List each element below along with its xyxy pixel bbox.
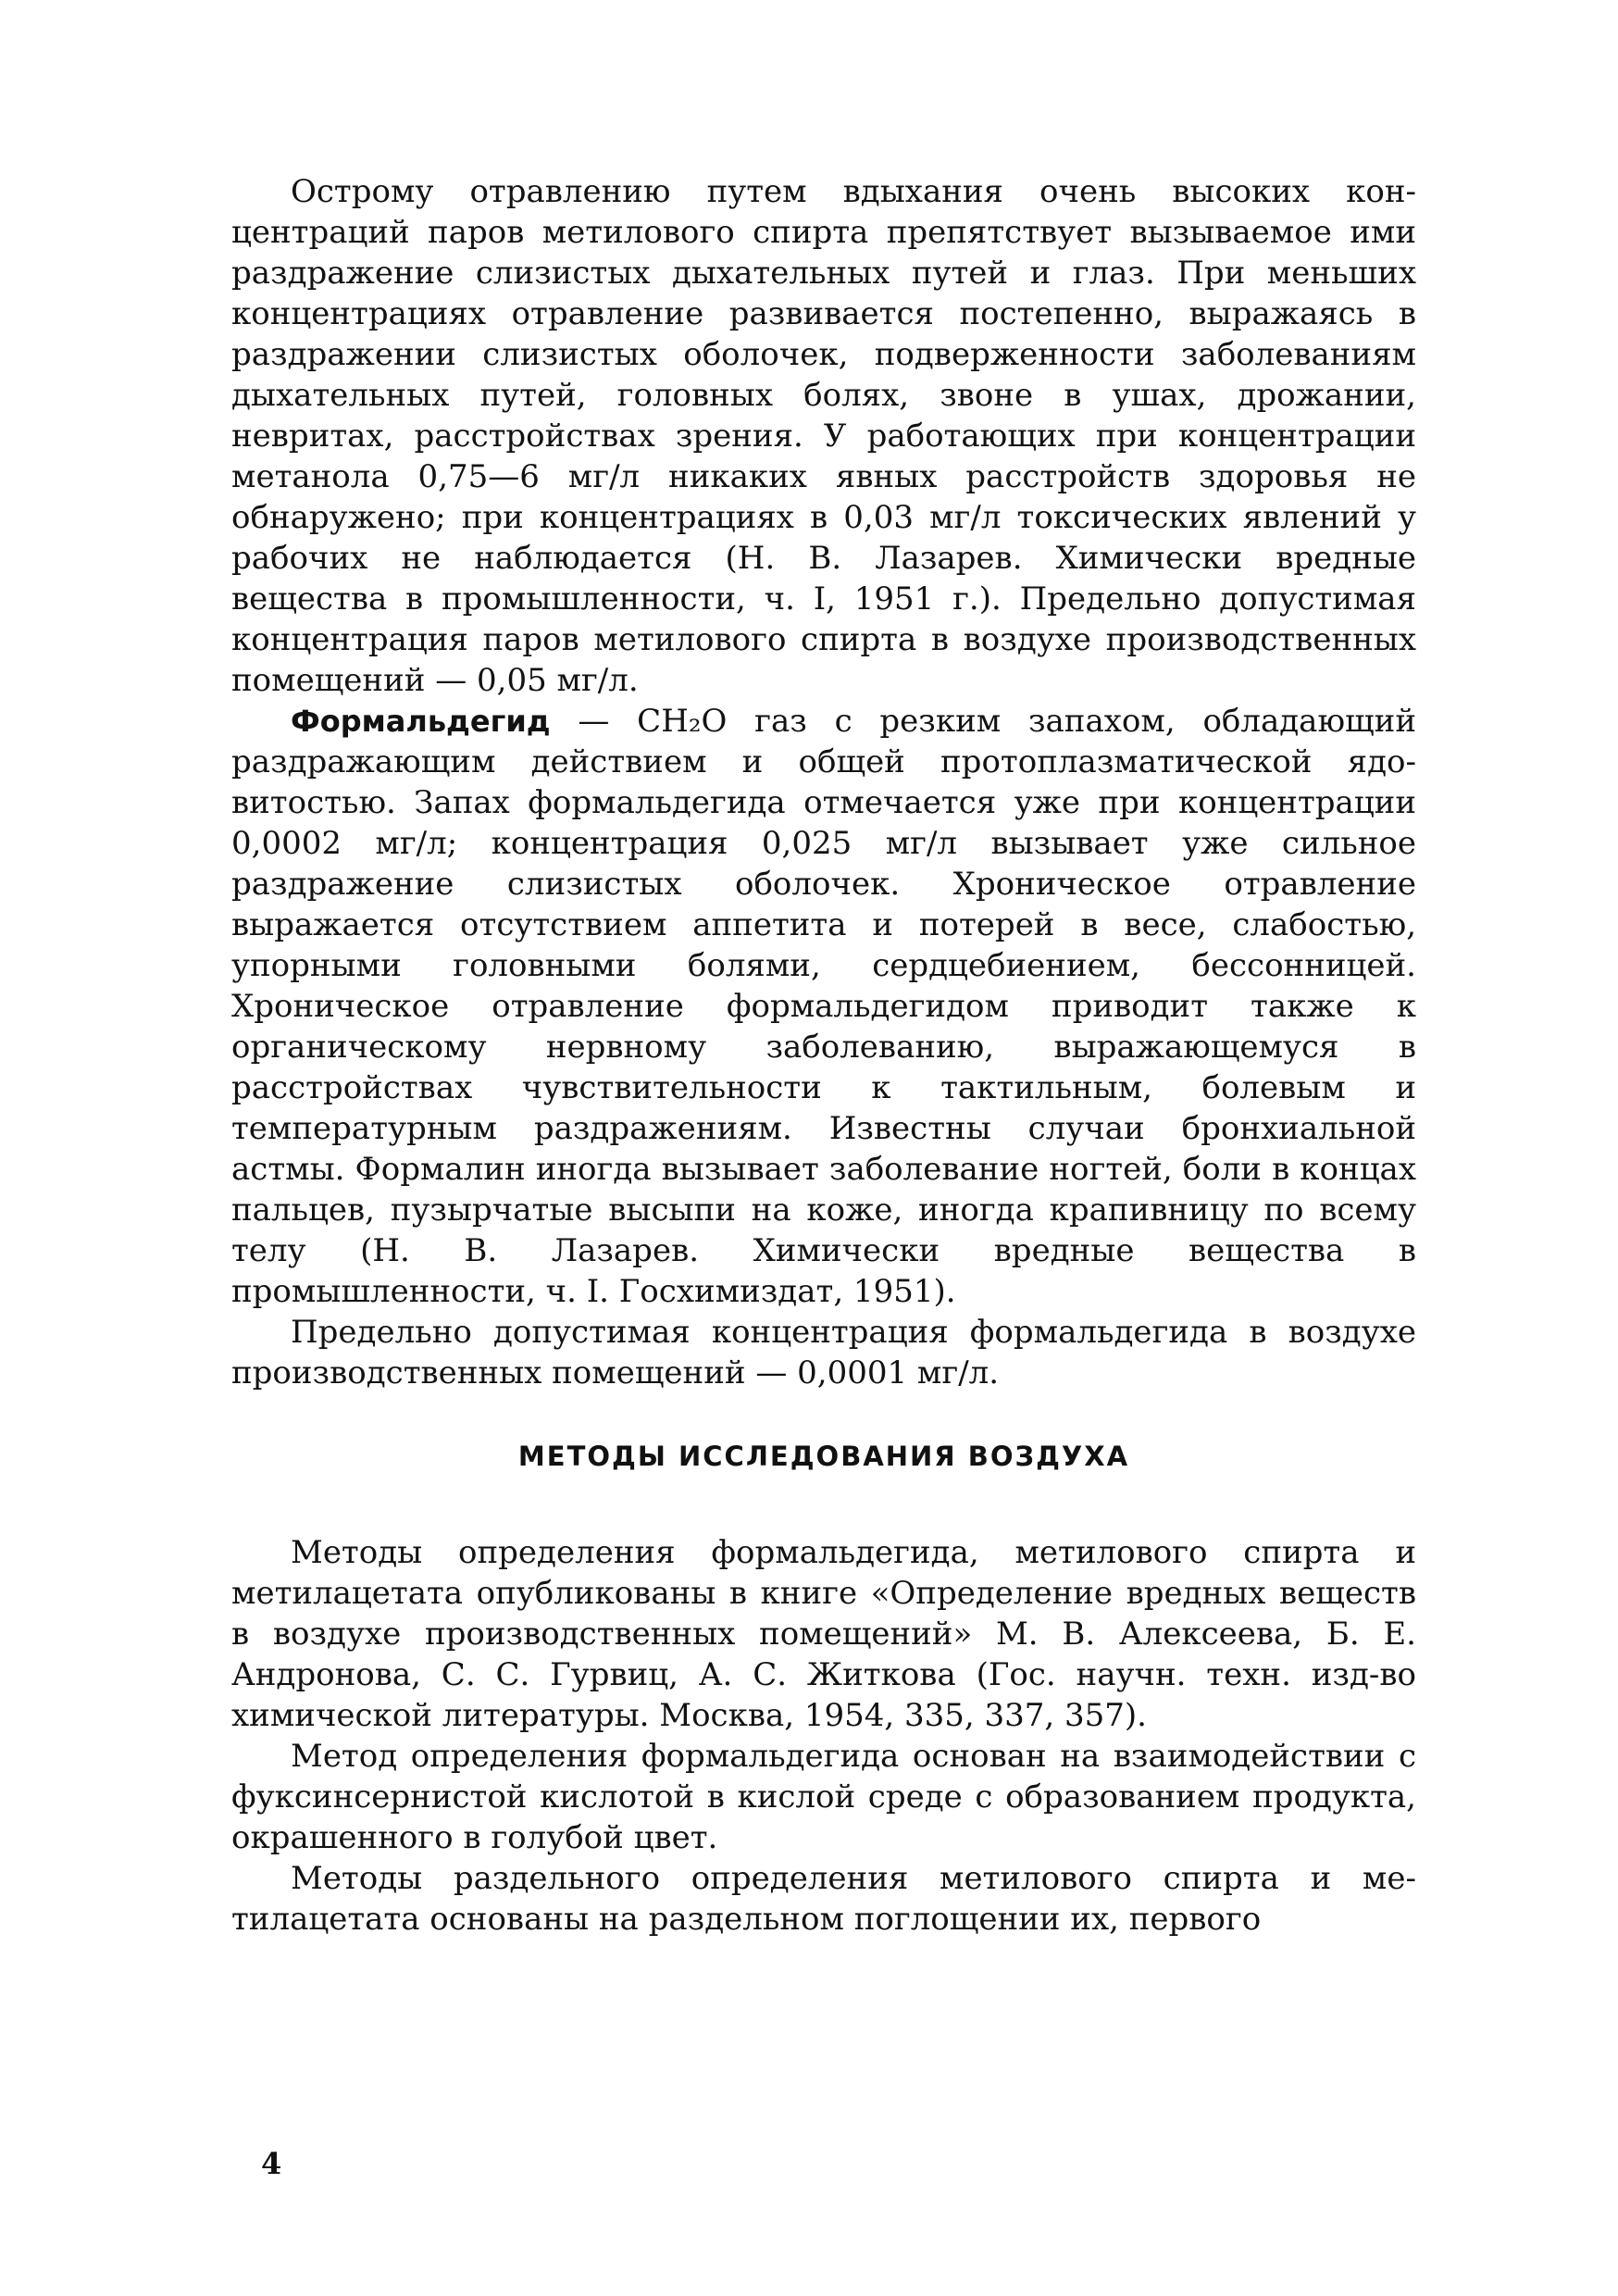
term-formaldehyde: Формальдегид <box>291 704 551 739</box>
formaldehyde-description: — CH₂O газ с резким запахом, обладающий раздражающим действием и общей протоплазматической ядовитостью. Запах формальдегида отмечается уже при концентрации 0,0002 мг/л; концентрация 0,025 мг/л вызывает уже сильное раздражение слизистых оболочек. Хроническое отравление выражается отсутствием аппетита и потерей в весе, слабостью, упорными головными болями, сердцебиением, бессонницей. Хроническое отравление формальдегидом приводит также к органическому нервному заболеванию, выражающемуся в расстройствах чувствительности к тактильным, болевым и температурным раздражениям. Известны случаи бронхиальной астмы. Формалин иногда вызывает заболевание ногтей, боли в концах пальцев, пузырчатые высыпи на коже, иногда крапивницу по всему телу (Н. В. Лазарев. Химически вредные вещества в промышленности, ч. I. Госхимиздат, 1951). <box>231 703 1416 1310</box>
section-heading: МЕТОДЫ ИССЛЕДОВАНИЯ ВОЗДУХА <box>517 1441 1130 1472</box>
paragraph-formaldehyde-limit: Предельно допустимая концентрация формальдегида в воздухе производственных помещений — 0,0001 мг/л. <box>231 1314 1416 1391</box>
paragraph-methanol-poisoning: Острому отравлению путем вдыхания очень высоких концентраций паров метилового спирта препятствует вызываемое ими раздражение слизистых дыхательных путей и глаз. При меньших концентрациях отравление развивается постепенно, выражаясь в раздражении слизистых оболочек, подверженности заболеваниям дыхательных путей, головных болях, звоне в ушах, дрожании, невритах, расстройствах зрения. У работающих при концентрации метанола 0,75—6 мг/л никаких явных расстройств здоровья не обнаружено; при концентрациях в 0,03 мг/л токсических явлений у рабочих не наблюдается (Н. В. Лазарев. Химически вредные вещества в промышленности, ч. I, 1951 г.). Предельно допустимая концентрация паров метилового спирта в воздухе производственных помещений — 0,05 мг/л. <box>231 173 1416 699</box>
paragraph-formaldehyde <box>231 701 1416 1312</box>
paragraph-separate-methods: Методы раздельного определения метилового спирта и метилацетата основаны на раздельном поглощении их, первого <box>231 1860 1416 1938</box>
text-column <box>231 171 1416 1940</box>
paragraph-formaldehyde-method: Метод определения формальдегида основан на взаимодействии с фуксинсернистой кислотой в кислой среде с образованием продукта, окрашенного в голубой цвет. <box>231 1738 1416 1856</box>
page-number: 4 <box>261 2146 282 2181</box>
paragraph-methods-publication: Методы определения формальдегида, метилового спирта и метилацетата опубликованы в книге «Определение вредных веществ в воздухе производственных помещений» М. В. Алексеева, Б. Е. Андронова, С. С. Гурвиц, А. С. Житкова (Гос. научн. техн. изд-во химической литературы. Москва, 1954, 335, 337, 357). <box>231 1534 1416 1734</box>
